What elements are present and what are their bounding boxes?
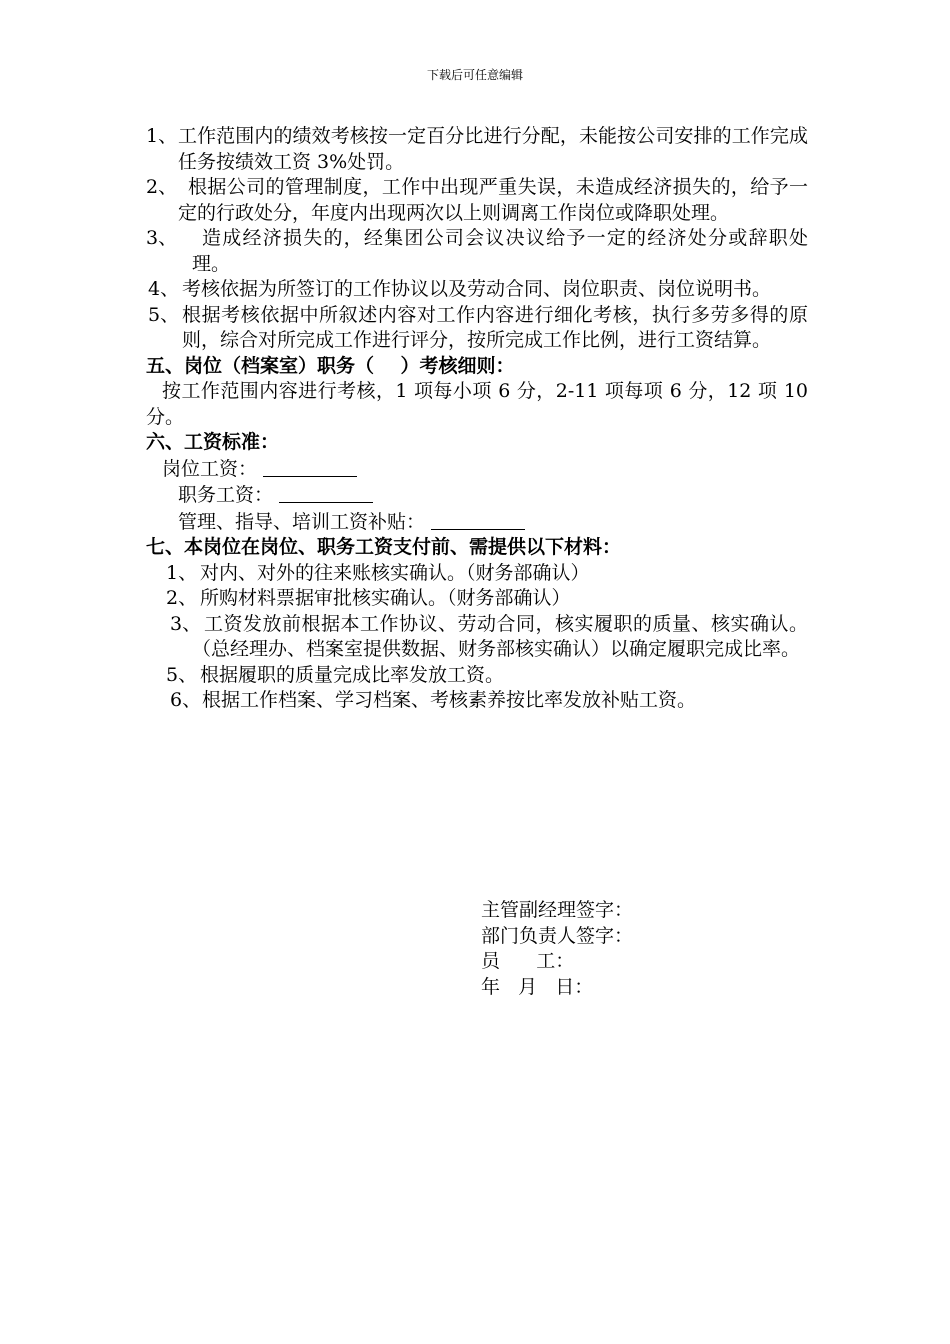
item-text: 根据考核依据中所叙述内容对工作内容进行细化考核，执行多劳多得的原则，综合对所完成工作进行评分，按所完成工作比例，进行工资结算。 — [182, 303, 808, 351]
duty-wage-line — [146, 482, 808, 509]
material-item-1 — [146, 561, 808, 587]
dept-head-signature-label: 部门负责人签字： — [481, 924, 634, 947]
document-body — [146, 124, 808, 714]
allowance-label: 管理、指导、培训工资补贴： — [178, 510, 426, 533]
item-number: 2、 — [146, 176, 178, 198]
item-number: 6、 — [170, 689, 202, 711]
material-item-3 — [146, 612, 808, 663]
employee-signature-label: 员 工： — [481, 950, 575, 972]
material-item-5 — [146, 663, 808, 689]
section-7-heading: 七、本岗位在岗位、职务工资支付前、需提供以下材料： — [146, 536, 622, 558]
item-number: 3、 — [146, 227, 178, 249]
allowance-line — [146, 509, 808, 536]
item-text: 工资发放前根据本工作协议、劳动合同，核实履职的质量、核实确认。（总经理办、档案室提供数据、财务部核实确认）以确定履职完成比率。 — [192, 612, 808, 660]
penalty-item-1 — [146, 124, 808, 175]
duty-wage-blank — [279, 482, 373, 503]
item-number: 4、 — [148, 278, 180, 300]
post-wage-line — [146, 456, 808, 483]
deputy-manager-signature-label: 主管副经理签字： — [481, 899, 634, 921]
post-wage-blank — [263, 456, 357, 477]
signature-block — [481, 898, 633, 1000]
item-text: 对内、对外的往来账核实确认。（财务部确认） — [200, 561, 590, 584]
item-text: 造成经济损失的，经集团公司会议决议给予一定的经济处分或辞职处理。 — [192, 227, 808, 275]
item-text: 根据工作档案、学习档案、考核素养按比率发放补贴工资。 — [202, 689, 697, 711]
item-number: 5、 — [166, 663, 198, 686]
section-6-heading: 六、工资标准： — [146, 431, 280, 453]
item-number: 3、 — [170, 612, 202, 635]
item-text: 所购材料票据审批核实确认。（财务部确认） — [200, 587, 571, 609]
material-item-6 — [146, 688, 808, 714]
duty-wage-label: 职务工资： — [178, 484, 274, 506]
section-5-body: 按工作范围内容进行考核，1 项每小项 6 分，2-11 项每项 6 分，12 项 10 分。 — [146, 380, 808, 428]
item-number: 1、 — [166, 561, 198, 584]
penalty-item-3 — [146, 226, 808, 277]
penalty-item-4 — [146, 277, 808, 303]
section-5-heading: 五、岗位（档案室）职务（ ）考核细则： — [146, 354, 515, 377]
post-wage-label: 岗位工资： — [162, 457, 258, 480]
date-label: 年 月 日： — [481, 975, 594, 998]
item-text: 根据公司的管理制度，工作中出现严重失误，未造成经济损失的，给予一定的行政处分，年度内出现两次以上则调离工作岗位或降职处理。 — [178, 176, 808, 224]
penalty-item-2 — [146, 175, 808, 226]
item-text: 根据履职的质量完成比率发放工资。 — [200, 663, 505, 686]
item-text: 工作范围内的绩效考核按一定百分比进行分配，未能按公司安排的工作完成任务按绩效工资 3%处罚。 — [178, 125, 808, 173]
item-number: 2、 — [166, 587, 198, 609]
penalty-item-5 — [146, 303, 808, 354]
item-number: 1、 — [146, 125, 178, 147]
allowance-blank — [431, 509, 525, 530]
page-header-note: 下载后可任意编辑 — [426, 68, 523, 82]
material-item-2 — [146, 586, 808, 612]
item-text: 考核依据为所签订的工作协议以及劳动合同、岗位职责、岗位说明书。 — [182, 278, 772, 300]
item-number: 5、 — [148, 303, 180, 326]
